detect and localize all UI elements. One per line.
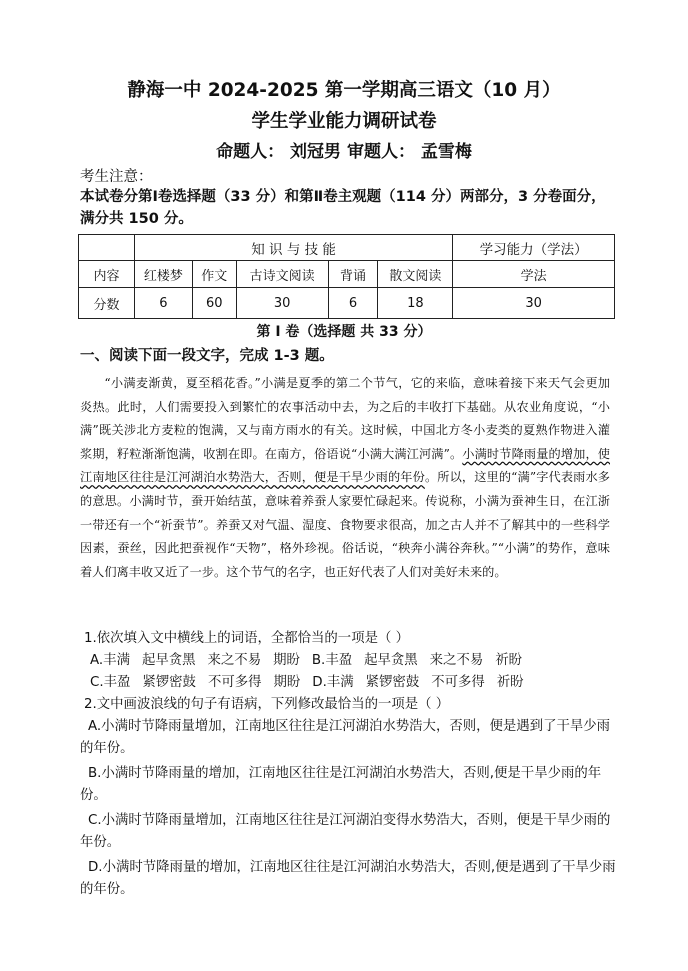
exam-authors: 命题人： 刘冠男 审题人： 孟雪梅 — [216, 142, 472, 162]
group-knowledge: 知 识 与 技 能 — [134, 235, 452, 261]
option-a-word: 期盼 — [273, 653, 300, 668]
row-label-score: 分数 — [79, 288, 135, 319]
score-value: 6 — [134, 288, 192, 319]
table-cell — [79, 235, 135, 261]
option-a-word: 来之不易 — [207, 653, 262, 668]
col-essay: 作文 — [192, 261, 236, 288]
notice-heading: 考生注意： — [80, 169, 153, 185]
question-2-option-c: C.小满时节降雨量增加，江南地区往往是江河湖泊变得水势浩大，否则，便是干旱少雨的年份。 — [80, 813, 611, 850]
question-2-option-a: A.小满时节降雨量增加，江南地区往往是江河湖泊水势浩大，否则，便是遇到了干旱少雨的年份。 — [80, 719, 611, 756]
score-value: 30 — [236, 288, 328, 319]
option-b-label: B.丰盈 — [311, 653, 353, 668]
score-value: 18 — [378, 288, 453, 319]
option-c-word: 紧锣密鼓 — [142, 675, 196, 690]
section-heading: 第 Ⅰ 卷（选择题 共 33 分） — [256, 324, 432, 340]
group-ability: 学习能力（学法） — [453, 235, 615, 261]
question-group-heading: 一、阅读下面一段文字，完成 1-3 题。 — [80, 348, 334, 364]
row-label-content: 内容 — [79, 261, 135, 288]
question-1-options-cd — [80, 672, 620, 694]
option-b-word: 起早贪黑 — [364, 653, 418, 668]
exam-title: 静海一中 2024-2025 第一学期高三语文（10 月） — [127, 80, 561, 101]
reading-passage — [80, 372, 610, 584]
table-header-row — [79, 235, 615, 261]
option-c-label: C.丰盈 — [90, 675, 131, 690]
table-row — [79, 261, 615, 288]
option-d-word: 不可多得 — [431, 675, 485, 690]
option-c-word: 期盼 — [273, 675, 301, 690]
score-value: 6 — [328, 288, 378, 319]
questions — [80, 628, 620, 904]
passage-paragraph — [80, 372, 610, 584]
passage-text: 。所以，这里的“满”字代表雨水多的意思。小满时节，蚕开始结茧，意味着养蚕人家要忙碌起来。传说称，小满为蚕神生日，在江浙一带还有一个“祈蚕节”。养蚕又对气温、湿度、食物要求很高，加之古人并不了解其中的一些科学因素，蚕丝，因此把蚕视作“天物”，格外珍视。俗话说，“秧奔小满谷奔秋。”“小满”的势作，意味着人们离丰收又近了一步。这个节气的名字，也正好代表了人们对美好未来的。 — [80, 470, 610, 579]
option-a-label: A.丰满 — [90, 653, 130, 668]
col-hongloumeng: 红楼梦 — [134, 261, 192, 288]
score-table — [78, 234, 615, 319]
col-prose: 散文阅读 — [378, 261, 453, 288]
question-2-option-b: B.小满时节降雨量的增加，江南地区往往是江河湖泊水势浩大，否则,便是干旱少雨的年份。 — [80, 766, 602, 803]
col-classical: 古诗文阅读 — [236, 261, 328, 288]
option-d-word: 祈盼 — [496, 675, 524, 690]
col-method: 学法 — [453, 261, 615, 288]
passage-text: “小满麦渐黄，夏至稻花香。”小满是夏季的第二个节气，它的来临，意味着接下来天气会更加炎热。此时，人们需要投入到繁忙的农事活动中去，为之后的丰收打下基础。从农业角度说，“小满”既关涉北方麦粒的饱满，又与南方雨水的有关。这时候，中国北方冬小麦类的夏熟作物进入灌浆期，籽粒渐渐饱满，收割在即。在南方，俗语说“小满大满江河满”。 — [80, 376, 610, 461]
option-c-word: 不可多得 — [207, 675, 262, 690]
exam-subtitle: 学生学业能力调研试卷 — [251, 111, 437, 132]
question-2-option-d: D.小满时节降雨量的增加，江南地区往往是江河湖泊水势浩大，否则,便是遇到了干旱少雨的年份。 — [80, 860, 616, 897]
score-value: 30 — [453, 288, 615, 319]
option-b-word: 祈盼 — [495, 653, 523, 668]
table-row — [79, 288, 615, 319]
question-1-options-ab — [80, 650, 620, 672]
option-d-word: 紧锣密鼓 — [365, 675, 420, 690]
wavy-underlined-sentence: 小满时节降雨量的增加，使江南地区往往是江河湖泊水势浩大，否则，便是干旱少雨的年份 — [80, 446, 610, 485]
notice-text: 本试卷分第Ⅰ卷选择题（33 分）和第Ⅱ卷主观题（114 分）两部分，3 分卷面分，满分共 150 分。 — [80, 189, 606, 227]
option-b-word: 来之不易 — [429, 653, 484, 668]
question-1: 1.依次填入文中横线上的词语，全都恰当的一项是（ ） — [84, 631, 410, 646]
option-a-word: 起早贪黑 — [141, 653, 196, 668]
option-d-label: D.丰满 — [312, 675, 354, 690]
col-recite: 背诵 — [328, 261, 378, 288]
score-value: 60 — [192, 288, 236, 319]
question-2: 2.文中画波浪线的句子有语病，下列修改最恰当的一项是（ ） — [84, 697, 450, 712]
